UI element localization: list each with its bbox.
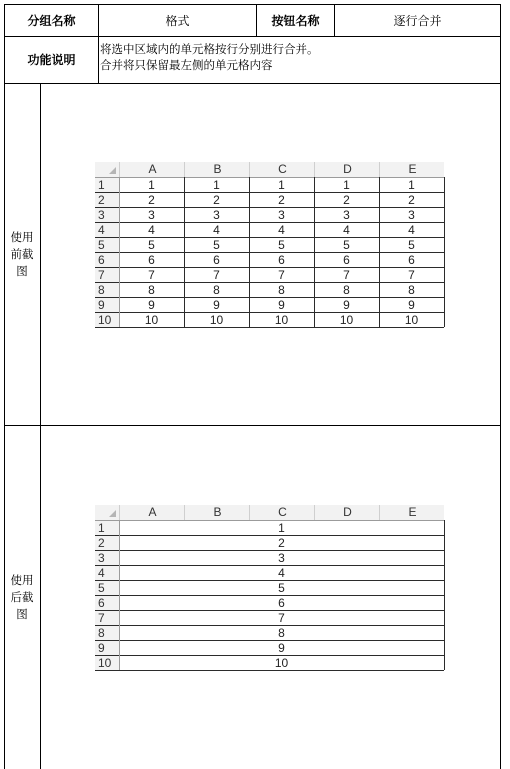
right-border [444, 520, 445, 670]
row-number: 10 [95, 313, 119, 327]
data-cell: 1 [408, 178, 415, 192]
column-header-e: E [379, 162, 445, 177]
table-row [95, 641, 444, 656]
data-cell: 5 [343, 238, 350, 252]
row-number: 5 [95, 238, 119, 252]
table-row [95, 298, 444, 313]
table-row [95, 193, 444, 208]
data-cell: 3 [213, 208, 220, 222]
table-row [95, 223, 444, 238]
merged-cell: 5 [278, 581, 285, 595]
table-row [95, 283, 444, 298]
table-row [95, 178, 444, 193]
row-number: 2 [95, 536, 119, 550]
function-line-1: 将选中区域内的单元格按行分别进行合并。 [100, 42, 319, 56]
data-cell: 10 [209, 313, 224, 327]
column-header-c: C [249, 505, 315, 520]
data-cell: 3 [343, 208, 350, 222]
table-row [95, 566, 444, 581]
data-cell: 10 [274, 313, 289, 327]
data-cell: 7 [148, 268, 155, 282]
merged-cell: 7 [278, 611, 285, 625]
data-cell: 8 [213, 283, 220, 297]
row-number: 1 [95, 178, 119, 192]
before-label-line-3: 图 [16, 264, 28, 278]
table-row [95, 208, 444, 223]
data-cell: 2 [213, 193, 220, 207]
data-cell: 1 [148, 178, 155, 192]
data-cell: 6 [408, 253, 415, 267]
after-label-line-2: 后截 [10, 590, 34, 604]
data-cell: 5 [213, 238, 220, 252]
table-row [95, 596, 444, 611]
data-cell: 8 [278, 283, 285, 297]
data-cell: 8 [408, 283, 415, 297]
data-cell: 6 [278, 253, 285, 267]
data-cell: 7 [213, 268, 220, 282]
table-row [95, 253, 444, 268]
column-gridline [379, 177, 380, 327]
before-screenshot-label [4, 229, 40, 280]
group-name-value: 格式 [165, 13, 190, 28]
after-spreadsheet-screenshot [95, 505, 444, 670]
data-cell: 9 [213, 298, 220, 312]
data-cell: 10 [339, 313, 354, 327]
merged-cell: 3 [278, 551, 285, 565]
data-cell: 1 [213, 178, 220, 192]
data-cell: 6 [148, 253, 155, 267]
table-row [95, 611, 444, 626]
row-number: 3 [95, 208, 119, 222]
data-cell: 1 [343, 178, 350, 192]
select-all-corner-icon [95, 162, 119, 177]
data-cell: 3 [278, 208, 285, 222]
data-cell: 4 [213, 223, 220, 237]
row-number: 7 [95, 268, 119, 282]
row-number: 4 [95, 566, 119, 580]
row-number: 3 [95, 551, 119, 565]
table-row [95, 238, 444, 253]
row-number: 9 [95, 641, 119, 655]
column-header-b: B [184, 505, 250, 520]
row-header-divider [119, 177, 120, 327]
row-number: 6 [95, 253, 119, 267]
data-cell: 9 [278, 298, 285, 312]
merged-cell: 2 [278, 536, 285, 550]
data-cell: 10 [404, 313, 419, 327]
merged-cell: 1 [278, 521, 285, 535]
column-header-row [95, 162, 444, 178]
data-cell: 9 [408, 298, 415, 312]
table-row [95, 313, 444, 328]
row-number: 5 [95, 581, 119, 595]
merged-cell: 9 [278, 641, 285, 655]
merged-cell: 6 [278, 596, 285, 610]
column-header-a: A [119, 162, 185, 177]
data-cell: 5 [148, 238, 155, 252]
group-name-label: 分组名称 [27, 13, 76, 28]
after-label-line-1: 使用 [10, 573, 34, 587]
before-label-line-1: 使用 [10, 230, 34, 244]
button-name-value: 逐行合并 [393, 13, 442, 28]
before-label-line-2: 前截 [10, 247, 34, 261]
row-header-divider [119, 520, 120, 670]
column-header-d: D [314, 505, 380, 520]
column-header-d: D [314, 162, 380, 177]
data-cell: 3 [408, 208, 415, 222]
row-number: 6 [95, 596, 119, 610]
column-header-a: A [119, 505, 185, 520]
row-number: 8 [95, 283, 119, 297]
button-name-label: 按钮名称 [271, 13, 320, 28]
data-cell: 8 [148, 283, 155, 297]
row-number: 9 [95, 298, 119, 312]
merged-cell: 10 [274, 656, 289, 670]
data-cell: 9 [343, 298, 350, 312]
column-header-b: B [184, 162, 250, 177]
row-number: 1 [95, 521, 119, 535]
data-cell: 7 [408, 268, 415, 282]
data-cell: 7 [278, 268, 285, 282]
function-description [100, 41, 319, 73]
select-all-corner-icon [95, 505, 119, 520]
merged-cell: 4 [278, 566, 285, 580]
row-number: 4 [95, 223, 119, 237]
data-cell: 2 [148, 193, 155, 207]
data-cell: 4 [343, 223, 350, 237]
data-cell: 2 [278, 193, 285, 207]
data-cell: 5 [408, 238, 415, 252]
column-gridline [444, 177, 445, 327]
data-cell: 5 [278, 238, 285, 252]
function-label: 功能说明 [27, 53, 76, 67]
data-cell: 2 [408, 193, 415, 207]
after-screenshot-label [4, 572, 40, 623]
column-gridline [249, 177, 250, 327]
column-header-row [95, 505, 444, 521]
table-row [95, 581, 444, 596]
row-number: 7 [95, 611, 119, 625]
row-number: 8 [95, 626, 119, 640]
data-cell: 1 [278, 178, 285, 192]
column-header-c: C [249, 162, 315, 177]
table-row [95, 626, 444, 641]
column-header-e: E [379, 505, 445, 520]
data-cell: 8 [343, 283, 350, 297]
data-cell: 6 [213, 253, 220, 267]
table-row [95, 536, 444, 551]
function-line-2: 合并将只保留最左侧的单元格内容 [100, 58, 273, 72]
table-row [95, 268, 444, 283]
data-cell: 6 [343, 253, 350, 267]
after-label-line-3: 图 [16, 607, 28, 621]
table-row [95, 521, 444, 536]
data-cell: 3 [148, 208, 155, 222]
data-cell: 4 [408, 223, 415, 237]
data-cell: 2 [343, 193, 350, 207]
data-cell: 9 [148, 298, 155, 312]
data-cell: 4 [148, 223, 155, 237]
data-cell: 10 [144, 313, 159, 327]
table-row [95, 656, 444, 671]
data-cell: 7 [343, 268, 350, 282]
row-number: 10 [95, 656, 119, 670]
before-spreadsheet-screenshot [95, 162, 444, 327]
table-row [95, 551, 444, 566]
row-number: 2 [95, 193, 119, 207]
column-gridline [184, 177, 185, 327]
merged-cell: 8 [278, 626, 285, 640]
column-gridline [314, 177, 315, 327]
data-cell: 4 [278, 223, 285, 237]
